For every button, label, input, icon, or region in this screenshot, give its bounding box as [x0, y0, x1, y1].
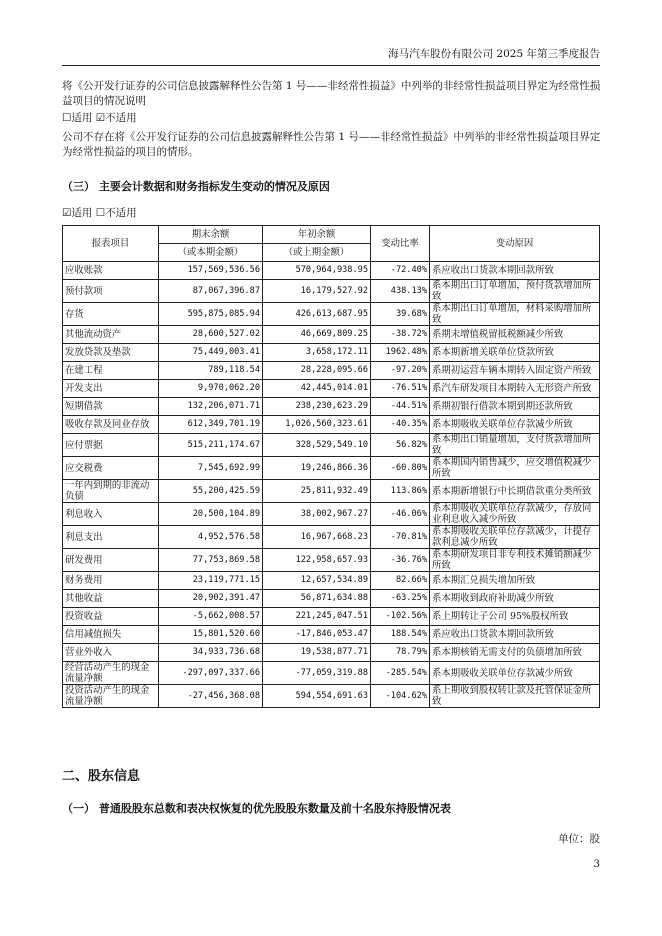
section-3-heading: （三） 主要会计数据和财务指标发生变动的情况及原因: [62, 180, 330, 193]
cell-end-balance: 23,119,771.15: [159, 572, 263, 590]
cell-end-balance: 75,449,003.41: [159, 344, 263, 362]
header-change-ratio: 变动比率: [371, 226, 430, 262]
cell-reason: 系本期核销无需支付的负债增加所致: [430, 644, 600, 662]
cell-end-balance: 7,545,692.99: [159, 457, 263, 480]
table-row: [63, 526, 600, 549]
table-row: [63, 398, 600, 416]
cell-reason: 系本期吸收关联单位存款减少所致: [430, 416, 600, 434]
cell-change-ratio: 82.66%: [371, 572, 430, 590]
cell-reason: 系应收出口货款本期回款所致: [430, 626, 600, 644]
cell-end-balance: 20,500,104.89: [159, 503, 263, 526]
cell-reason: 系本期汇兑损失增加所致: [430, 572, 600, 590]
table-row: [63, 280, 600, 303]
cell-item: 投资活动产生的现金流量净额: [63, 685, 159, 708]
cell-begin-balance: 12,657,534.89: [263, 572, 371, 590]
table-row: [63, 416, 600, 434]
table-row: [63, 457, 600, 480]
intro-paragraph-2: 公司不存在将《公开发行证券的公司信息披露解释性公告第 1 号——非经常性损益》中列举的非经常性损益项目界定为经常性损益的项目的情形。: [62, 131, 601, 158]
header-end-balance: 期末余额: [159, 226, 263, 244]
cell-begin-balance: 16,967,668.23: [263, 526, 371, 549]
cell-reason: 系本期吸收关联单位存款减少，存放同业利息收入减少所致: [430, 503, 600, 526]
cell-reason: 系本期新增银行中长期借款重分类所致: [430, 480, 600, 503]
cell-end-balance: 28,600,527.02: [159, 326, 263, 344]
cell-end-balance: -27,456,368.08: [159, 685, 263, 708]
unit-label: 单位：股: [558, 833, 600, 845]
cell-reason: 系期末增值税留抵税额减少所致: [430, 326, 600, 344]
cell-reason: 系应收出口货款本期回款所致: [430, 262, 600, 280]
table-row: [63, 362, 600, 380]
cell-begin-balance: 3,658,172.11: [263, 344, 371, 362]
intro-checkbox-line: ☐适用 ☑不适用: [62, 112, 137, 124]
cell-begin-balance: -17,846,053.47: [263, 626, 371, 644]
cell-reason: 系本期收到政府补助减少所致: [430, 590, 600, 608]
cell-item: 研发费用: [63, 549, 159, 572]
cell-end-balance: 515,211,174.67: [159, 434, 263, 457]
cell-reason: 系本期出口订单增加，预付货款增加所致: [430, 280, 600, 303]
cell-begin-balance: 28,228,095.66: [263, 362, 371, 380]
report-title: 海马汽车股份有限公司 2025 年第三季度报告: [388, 48, 600, 60]
cell-change-ratio: -44.51%: [371, 398, 430, 416]
cell-end-balance: 77,753,869.58: [159, 549, 263, 572]
cell-end-balance: 9,970,062.20: [159, 380, 263, 398]
cell-end-balance: 34,933,736.68: [159, 644, 263, 662]
cell-begin-balance: 38,002,967.27: [263, 503, 371, 526]
cell-begin-balance: 56,871,634.88: [263, 590, 371, 608]
table-row: [63, 326, 600, 344]
cell-change-ratio: -285.54%: [371, 662, 430, 685]
cell-begin-balance: 328,529,549.10: [263, 434, 371, 457]
table-row: [63, 434, 600, 457]
table-row: [63, 303, 600, 326]
cell-change-ratio: 1962.48%: [371, 344, 430, 362]
cell-item: 开发支出: [63, 380, 159, 398]
cell-item: 财务费用: [63, 572, 159, 590]
cell-end-balance: 157,569,536.56: [159, 262, 263, 280]
cell-begin-balance: 46,669,809.25: [263, 326, 371, 344]
table-row: [63, 480, 600, 503]
table-row: [63, 344, 600, 362]
cell-item: 应付票据: [63, 434, 159, 457]
cell-change-ratio: -72.40%: [371, 262, 430, 280]
cell-begin-balance: 42,445,014.01: [263, 380, 371, 398]
cell-reason: 系本期新增关联单位贷款所致: [430, 344, 600, 362]
cell-change-ratio: -46.06%: [371, 503, 430, 526]
cell-reason: 系本期出口销量增加，支付货款增加所致: [430, 434, 600, 457]
intro-paragraph-1: 将《公开发行证券的公司信息披露解释性公告第 1 号——非经常性损益》中列举的非经常性损益项目界定为经常性损益项目的情况说明: [62, 80, 601, 107]
section-3-checkbox-line: ☑适用 ☐不适用: [62, 207, 137, 219]
table-row: [63, 590, 600, 608]
cell-end-balance: 20,902,391.47: [159, 590, 263, 608]
cell-end-balance: 15,801,520.60: [159, 626, 263, 644]
financial-changes-table: [62, 225, 600, 708]
cell-reason: 系上期转让子公司 95%股权所致: [430, 608, 600, 626]
cell-change-ratio: -102.56%: [371, 608, 430, 626]
page-number: 3: [593, 858, 600, 870]
cell-end-balance: 612,349,701.19: [159, 416, 263, 434]
cell-begin-balance: 19,538,877.71: [263, 644, 371, 662]
cell-change-ratio: -40.35%: [371, 416, 430, 434]
cell-item: 短期借款: [63, 398, 159, 416]
cell-item: 吸收存款及同业存放: [63, 416, 159, 434]
page-header: [62, 46, 600, 66]
header-reason: 变动原因: [430, 226, 600, 262]
cell-reason: 系期初运营车辆本期转入固定资产所致: [430, 362, 600, 380]
cell-begin-balance: 25,811,932.49: [263, 480, 371, 503]
cell-change-ratio: 113.86%: [371, 480, 430, 503]
cell-item: 存货: [63, 303, 159, 326]
table-row: [63, 549, 600, 572]
cell-reason: 系本期国内销售减少，应交增值税减少所致: [430, 457, 600, 480]
cell-end-balance: 55,200,425.59: [159, 480, 263, 503]
cell-begin-balance: -77,059,319.88: [263, 662, 371, 685]
cell-item: 其他收益: [63, 590, 159, 608]
cell-reason: 系本期吸收关联单位存款减少所致: [430, 662, 600, 685]
header-begin-balance: 年初余额: [263, 226, 371, 244]
cell-item: 经营活动产生的现金流量净额: [63, 662, 159, 685]
cell-change-ratio: 188.54%: [371, 626, 430, 644]
cell-change-ratio: -38.72%: [371, 326, 430, 344]
table-row: [63, 626, 600, 644]
cell-reason: 系本期出口订单增加，材料采购增加所致: [430, 303, 600, 326]
cell-item: 应交税费: [63, 457, 159, 480]
header-begin-balance-sub: （或上期金额）: [263, 244, 371, 262]
table-row: [63, 262, 600, 280]
table-body: [63, 262, 600, 708]
cell-item: 信用减值损失: [63, 626, 159, 644]
cell-begin-balance: 594,554,691.63: [263, 685, 371, 708]
cell-end-balance: 132,206,071.71: [159, 398, 263, 416]
cell-change-ratio: -36.76%: [371, 549, 430, 572]
header-end-balance-sub: （或本期金额）: [159, 244, 263, 262]
cell-item: 发放贷款及垫款: [63, 344, 159, 362]
cell-change-ratio: -70.81%: [371, 526, 430, 549]
cell-begin-balance: 570,964,938.95: [263, 262, 371, 280]
cell-item: 营业外收入: [63, 644, 159, 662]
cell-change-ratio: 56.82%: [371, 434, 430, 457]
cell-change-ratio: 78.79%: [371, 644, 430, 662]
cell-reason: 系上期收到股权转让款及托管保证金所致: [430, 685, 600, 708]
cell-change-ratio: -63.25%: [371, 590, 430, 608]
table-row: [63, 685, 600, 708]
cell-begin-balance: 16,179,527.92: [263, 280, 371, 303]
cell-end-balance: 789,118.54: [159, 362, 263, 380]
cell-end-balance: 595,875,085.94: [159, 303, 263, 326]
cell-end-balance: -297,097,337.66: [159, 662, 263, 685]
cell-item: 应收账款: [63, 262, 159, 280]
cell-reason: 系汽车研发项目本期转入无形资产所致: [430, 380, 600, 398]
cell-change-ratio: 39.68%: [371, 303, 430, 326]
cell-begin-balance: 19,246,866.36: [263, 457, 371, 480]
table-row: [63, 380, 600, 398]
cell-item: 一年内到期的非流动负债: [63, 480, 159, 503]
cell-item: 在建工程: [63, 362, 159, 380]
cell-item: 预付款项: [63, 280, 159, 303]
cell-reason: 系期初银行借款本期到期还款所致: [430, 398, 600, 416]
table-row: [63, 644, 600, 662]
cell-change-ratio: 438.13%: [371, 280, 430, 303]
table-row: [63, 608, 600, 626]
table-row: [63, 572, 600, 590]
cell-end-balance: 4,952,576.58: [159, 526, 263, 549]
cell-reason: 系本期研发项目非专利技术摊销额减少所致: [430, 549, 600, 572]
cell-begin-balance: 221,245,047.51: [263, 608, 371, 626]
cell-begin-balance: 122,958,657.93: [263, 549, 371, 572]
cell-item: 投资收益: [63, 608, 159, 626]
cell-end-balance: 87,067,396.87: [159, 280, 263, 303]
cell-change-ratio: -60.80%: [371, 457, 430, 480]
header-item: 报表项目: [63, 226, 159, 262]
cell-begin-balance: 426,613,687.95: [263, 303, 371, 326]
table-row: [63, 662, 600, 685]
cell-item: 利息支出: [63, 526, 159, 549]
cell-change-ratio: -97.20%: [371, 362, 430, 380]
cell-reason: 系本期吸收关联单位存款减少，计提存款利息减少所致: [430, 526, 600, 549]
cell-item: 其他流动资产: [63, 326, 159, 344]
cell-end-balance: -5,662,008.57: [159, 608, 263, 626]
section-two-heading: 二、股东信息: [62, 769, 141, 784]
cell-begin-balance: 1,026,560,323.61: [263, 416, 371, 434]
cell-begin-balance: 238,230,623.29: [263, 398, 371, 416]
section-one-heading: （一） 普通股股东总数和表决权恢复的优先股股东数量及前十名股东持股情况表: [62, 802, 451, 815]
cell-item: 利息收入: [63, 503, 159, 526]
cell-change-ratio: -76.51%: [371, 380, 430, 398]
cell-change-ratio: -104.62%: [371, 685, 430, 708]
table-row: [63, 503, 600, 526]
